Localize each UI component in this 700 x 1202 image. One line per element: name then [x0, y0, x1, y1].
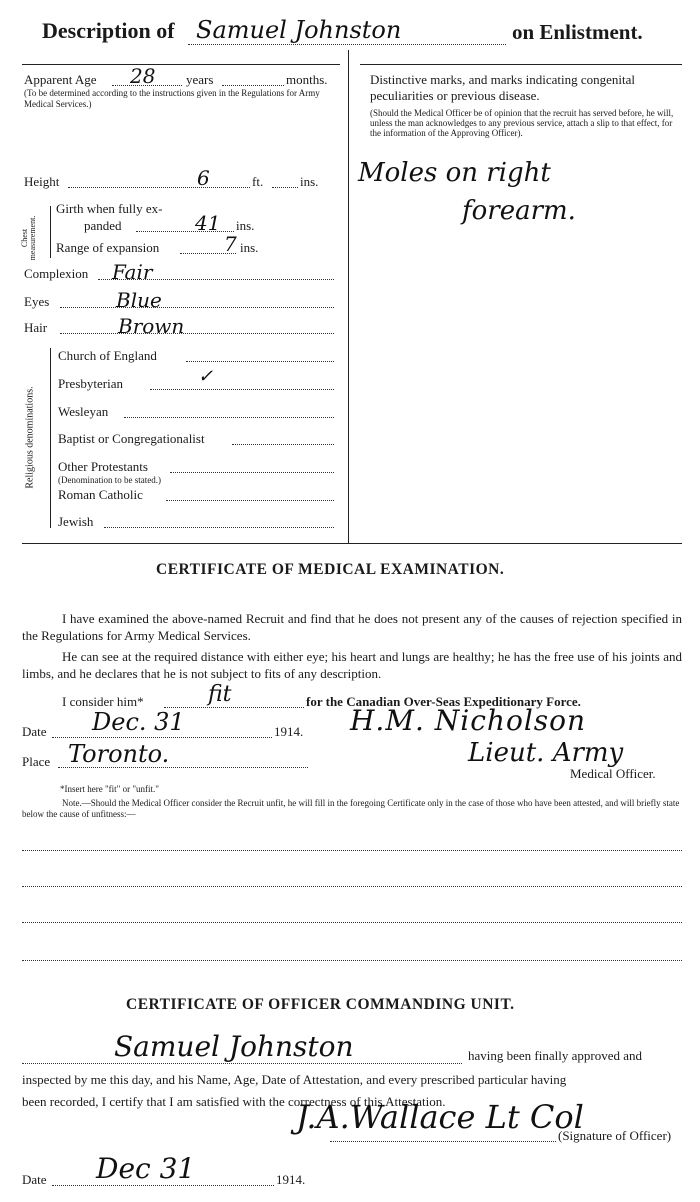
age-note: (To be determined according to the instructions given in the Regulations for Army Medical Services.)	[24, 88, 320, 109]
commanding-line3: been recorded, I certify that I am satisfied with the correctness of this Attestation.	[22, 1094, 446, 1109]
religion-presbyterian: Presbyterian	[58, 376, 123, 391]
commanding-line2: inspected by me this day, and his Name, Age, Date of Attestation, and every prescribed particular having	[22, 1072, 567, 1087]
commanding-certificate-title: CERTIFICATE OF OFFICER COMMANDING UNIT.	[126, 996, 515, 1013]
insert-note: *Insert here "fit" or "unfit."	[60, 784, 159, 794]
unfitness-line	[22, 922, 682, 923]
range-label: Range of expansion	[56, 240, 160, 255]
eyes-label: Eyes	[24, 294, 50, 309]
medical-place-label: Place	[22, 754, 51, 769]
height-label: Height	[24, 174, 60, 189]
years-label: years	[186, 72, 214, 87]
ft-label: ft.	[252, 174, 264, 189]
months-label: months.	[286, 72, 328, 87]
distinctive-marks-value-line2: forearm.	[462, 196, 576, 226]
medical-paragraph-2: He can see at the required distance with either eye; his heart and lungs are healthy; he has the free use of his joints and limbs, and he declares that he is not subject to fits of any description.	[22, 649, 682, 681]
apparent-age-label: Apparent Age	[24, 72, 97, 87]
recruit-name-handwritten: Samuel Johnston	[196, 16, 402, 44]
religion-wesleyan: Wesleyan	[58, 404, 109, 419]
hair-value: Brown	[118, 314, 185, 338]
form-title-suffix: on Enlistment.	[512, 20, 643, 44]
hair-label: Hair	[24, 320, 48, 335]
medical-officer-rank: Lieut. Army	[468, 738, 624, 768]
unfitness-line	[22, 886, 682, 887]
commanding-date-value: Dec 31	[96, 1152, 196, 1185]
religion-church-of-england: Church of England	[58, 348, 157, 363]
form-title-prefix: Description of	[42, 18, 175, 43]
religion-other-protestants: Other Protestants	[58, 459, 148, 474]
girth-label-line2: panded	[84, 218, 122, 233]
consider-label: I consider him*	[62, 694, 144, 709]
religion-label: Religious denominations.	[24, 386, 36, 489]
eyes-value: Blue	[116, 288, 162, 312]
unfitness-line	[22, 850, 682, 851]
religion-roman-catholic: Roman Catholic	[58, 487, 143, 502]
complexion-label: Complexion	[24, 266, 89, 281]
commanding-date-label: Date	[22, 1172, 47, 1187]
force-label: for the Canadian Over-Seas Expeditionary Force.	[306, 694, 581, 709]
chest-measurement-label: Chest measurement.	[20, 215, 37, 261]
medical-place-value: Toronto.	[68, 740, 170, 768]
other-denomination-note: (Denomination to be stated.)	[58, 475, 161, 485]
commanding-recruit-name: Samuel Johnston	[114, 1030, 354, 1063]
complexion-value: Fair	[112, 260, 153, 284]
girth-label-line1: Girth when fully ex-	[56, 201, 163, 216]
commanding-line1: having been finally approved and	[468, 1048, 642, 1063]
medical-date-label: Date	[22, 724, 47, 739]
ins-label: ins.	[300, 174, 319, 189]
range-value: 7	[224, 232, 237, 256]
medical-paragraph-1: I have examined the above-named Recruit and find that he does not present any of the causes of rejection specified in the Regulations for Army Medical Services.	[22, 611, 682, 643]
signature-of-officer-label: (Signature of Officer)	[558, 1128, 672, 1143]
medical-officer-signature: H.M. Nicholson	[350, 704, 587, 737]
unfitness-line	[22, 960, 682, 961]
commanding-officer-signature: J.A.Wallace Lt Col	[296, 1098, 584, 1136]
commanding-date-year: 1914.	[276, 1172, 306, 1187]
height-value: 6	[197, 166, 210, 190]
girth-value: 41	[195, 211, 221, 235]
distinctive-marks-label: Distinctive marks, and marks indicating congenital peculiarities or previous disease.	[370, 72, 635, 103]
medical-certificate-title: CERTIFICATE OF MEDICAL EXAMINATION.	[156, 561, 505, 578]
age-value: 28	[130, 64, 156, 88]
fitness-value: fit	[208, 682, 232, 707]
distinctive-marks-note: (Should the Medical Officer be of opinion that the recruit has served before, he will, unless the man acknowledges to any previous service, attach a slip to that effect, for the information of the Approving Officer).	[370, 108, 674, 138]
girth-unit: ins.	[236, 218, 255, 233]
medical-officer-label: Medical Officer.	[570, 766, 656, 781]
distinctive-marks-value-line1: Moles on right	[358, 158, 551, 188]
religion-baptist: Baptist or Congregationalist	[58, 431, 205, 446]
medical-date-value: Dec. 31	[92, 708, 185, 736]
medical-date-year: 1914.	[274, 724, 304, 739]
range-unit: ins.	[240, 240, 259, 255]
religion-jewish: Jewish	[58, 514, 94, 529]
presbyterian-check-mark: ✓	[198, 366, 214, 387]
unfitness-note: Note.—Should the Medical Officer consider the Recruit unfit, he will fill in the foregoing Certificate only in the case of those who have been attested, and will briefly state below the cause of unfitness:—	[22, 798, 680, 819]
